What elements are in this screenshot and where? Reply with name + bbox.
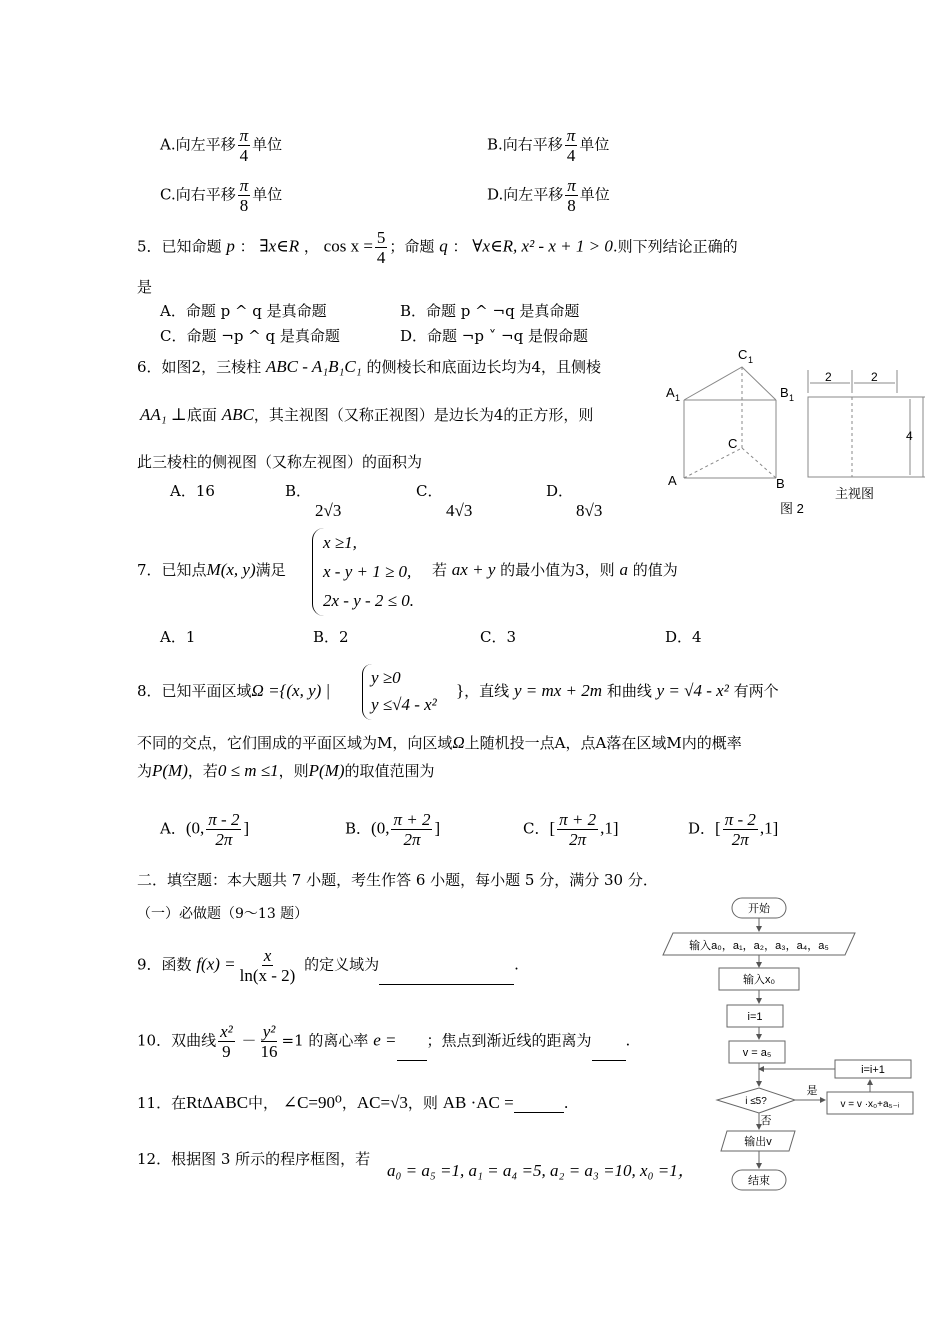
dim-2-left: 2 xyxy=(825,370,832,384)
q8-option-d: D．[ $\frac{\pi - 2}{2\pi}$ ,1] xyxy=(688,810,779,849)
q9: 9．函数 f(x) = $\frac{x}{\ln(x - 2)}$ 的定义域为 . xyxy=(137,946,519,985)
q8-line3: 为P(M)，若0 ≤ m ≤1，则P(M)的取值范围为 xyxy=(137,761,435,780)
label-c1: C xyxy=(738,347,748,362)
q5-stem-line2: 是 xyxy=(137,278,153,296)
q10: 10．双曲线 $\frac{\text{x²}}{9}$ － $\frac{\text{y²}}{16}$ =1 的离心率 e = ；焦点到渐近线的距离为 . xyxy=(137,1022,631,1061)
q7-option-d: D．4 xyxy=(665,628,702,646)
figure-2 xyxy=(660,345,930,520)
q5-stem: 5．已知命题 p ： ∃x∈R ， cos x = $\frac{5}{4}$ ；命题 q ： ∀x∈R, x² - x + 1 > 0.则下列结论正确的 xyxy=(137,228,738,267)
q5-option-b: B．命题 p ^ ¬q 是真命题 xyxy=(400,302,580,320)
q11: 11．在RtΔABC中， ∠C=90⁰，AC=√3，则 AB ·AC = . xyxy=(137,1093,569,1112)
q7-question: 若 ax + y 的最小值为3，则 a 的值为 xyxy=(432,560,678,579)
q5-option-a: A．命题 p ^ q 是真命题 xyxy=(160,302,327,320)
q5-option-c: C．命题 ¬p ^ q 是真命题 xyxy=(160,327,340,345)
q8-option-a: A．(0, $\frac{\pi - 2}{2\pi}$ ] xyxy=(160,810,250,849)
q6-option-b: B． 2√3 xyxy=(285,482,342,520)
flow-update-v: v = v ·x₀+a₅₋ᵢ xyxy=(840,1099,900,1110)
q6-option-d: D． 8√3 xyxy=(546,482,603,520)
dim-4: 4 xyxy=(906,429,913,443)
q4-option-a: A.向左平移 $\frac{\pi}{4}$ 单位 xyxy=(160,126,283,165)
section-2-title: 二．填空题：本大题共 7 小题，考生作答 6 小题，每小题 5 分，满分 30 分． xyxy=(137,871,658,889)
label-b1: B xyxy=(780,385,789,400)
flow-cond: i ≤5? xyxy=(745,1096,767,1107)
flow-i1: i=1 xyxy=(747,1011,763,1023)
label-c1-sub: 1 xyxy=(748,355,754,365)
main-view-caption: 主视图 xyxy=(835,486,875,501)
q4-option-c: C.向右平移 $\frac{\pi}{8}$ 单位 xyxy=(160,176,283,215)
q6-line2: AA₁ ⊥底面 ABC，其主视图（又称正视图）是边长为4的正方形，则 xyxy=(140,405,594,424)
q8-option-c: C．[ $\frac{\pi + 2}{2\pi}$ ,1] xyxy=(523,810,619,849)
q8-line2: 不同的交点，它们围成的平面区域为M，向区域Ω上随机投一点A，点A落在区域M内的概率 xyxy=(137,733,742,752)
q6-line3: 此三棱柱的侧视图（又称左视图）的面积为 xyxy=(137,453,423,471)
q12-condition: a₀ = a₅ =1, a₁ = a₄ =5, a₂ = a₃ =10, x₀ =1， xyxy=(387,1161,695,1180)
q6-option-c: C． 4√3 xyxy=(416,482,473,520)
q12-prefix: 12．根据图 3 所示的程序框图，若 xyxy=(137,1150,371,1168)
label-b: B xyxy=(776,476,785,491)
q7-option-b: B．2 xyxy=(313,628,349,646)
label-a1-sub: 1 xyxy=(675,393,681,403)
q7-prefix: 7．已知点M(x, y)满足 xyxy=(137,560,286,579)
label-c: C xyxy=(728,436,738,451)
flow-input-a: 输入a₀，a₁，a₂，a₃，a₄，a₅ xyxy=(689,940,829,952)
flow-input-x: 输入x₀ xyxy=(742,974,776,986)
q4-option-b: B.向右平移 $\frac{\pi}{4}$ 单位 xyxy=(487,126,610,165)
flow-v: v = a₅ xyxy=(742,1047,772,1059)
q4-option-d: D.向左平移 $\frac{\pi}{8}$ 单位 xyxy=(487,176,610,215)
label-a: A xyxy=(668,473,677,488)
label-b1-sub: 1 xyxy=(789,393,795,403)
flow-start: 开始 xyxy=(748,903,770,915)
q5-option-d: D．命题 ¬p ˅ ¬q 是假命题 xyxy=(400,327,588,345)
label-a1: A xyxy=(666,385,675,400)
flow-output: 输出v xyxy=(744,1136,772,1148)
section-2-subtitle: （一）必做题（9～13 题） xyxy=(137,906,309,922)
q8-system: y ≥0 y ≤√4 - x² xyxy=(362,664,437,720)
q8-prefix: 8．已知平面区域Ω ={(x, y) | xyxy=(137,681,331,700)
q7-option-c: C．3 xyxy=(480,628,517,646)
q8-line1: }，直线 y = mx + 2m 和曲线 y = √4 - x² 有两个 xyxy=(456,681,779,700)
q6-option-a: A．16 xyxy=(170,482,215,500)
q7-system: x ≥1, x - y + 1 ≥ 0, 2x - y - 2 ≤ 0. xyxy=(312,528,414,616)
flow-no: 否 xyxy=(760,1115,772,1127)
flow-end: 结束 xyxy=(748,1175,770,1187)
dim-2-right: 2 xyxy=(871,370,878,384)
flow-yes: 是 xyxy=(806,1085,818,1097)
q6-line1: 6．如图2，三棱柱 ABC - A₁B₁C₁ 的侧棱长和底面边长均为4，且侧棱 xyxy=(137,357,602,376)
flowchart xyxy=(655,893,925,1198)
q8-option-b: B．(0, $\frac{\pi + 2}{2\pi}$ ] xyxy=(345,810,441,849)
flow-update-i: i=i+1 xyxy=(861,1064,885,1076)
q7-option-a: A．1 xyxy=(160,628,196,646)
figure-caption: 图 2 xyxy=(780,501,804,516)
